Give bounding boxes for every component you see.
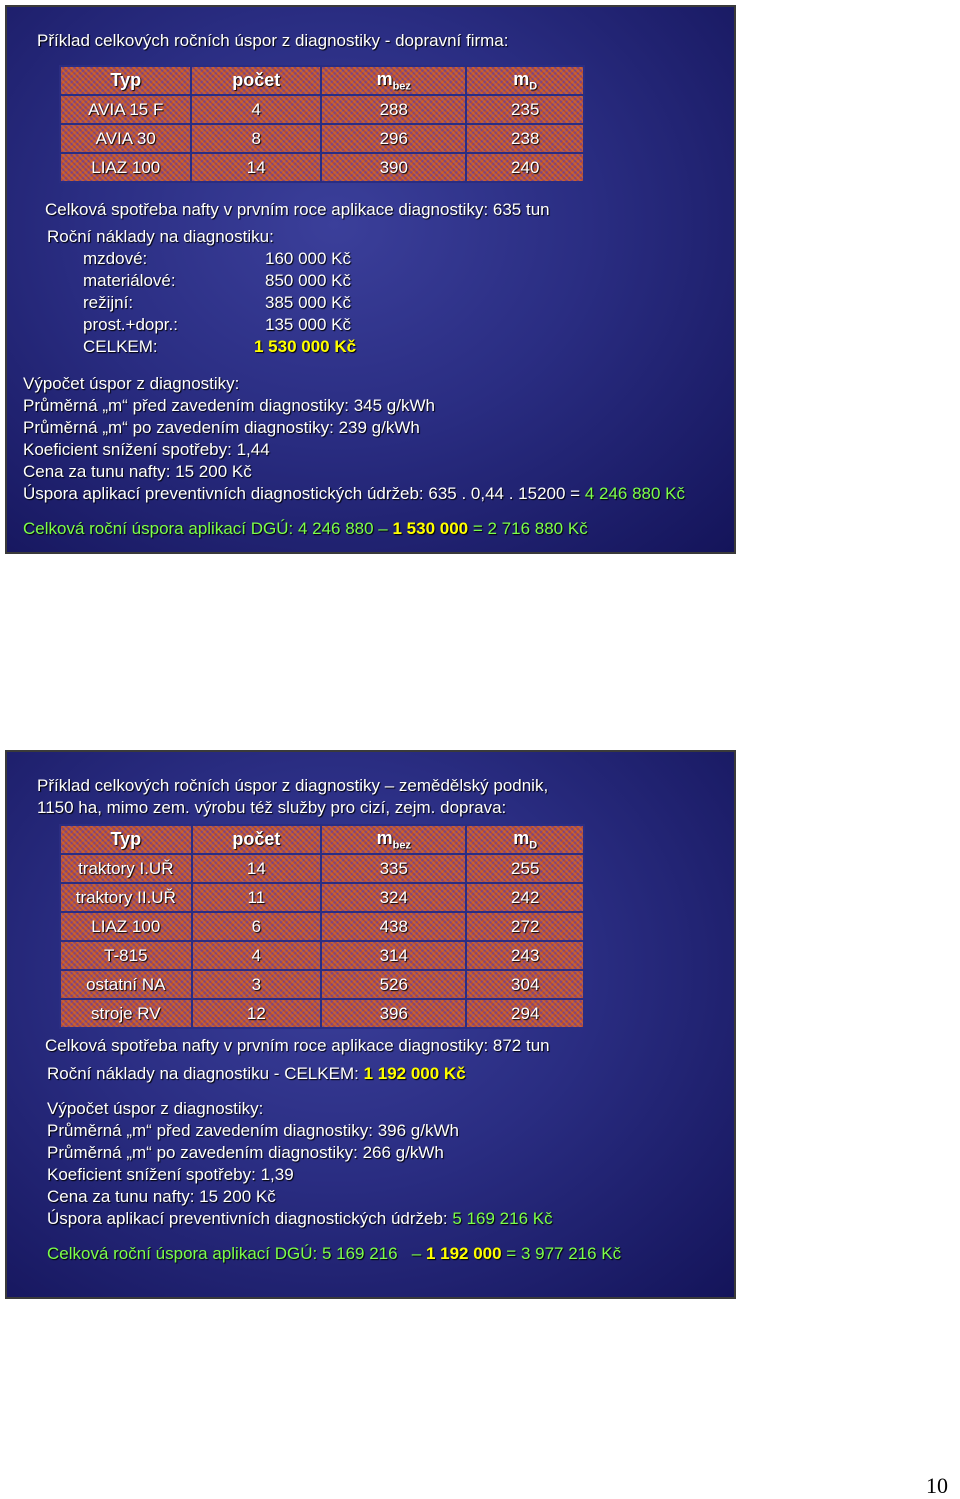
page-number: 10 — [926, 1473, 948, 1498]
costs-heading: Roční náklady na diagnostiku: — [47, 227, 274, 246]
cell-mbez: 396 — [321, 999, 466, 1028]
cell-md: 242 — [466, 883, 584, 912]
cell-pocet: 4 — [192, 941, 322, 970]
cell-mbez: 296 — [321, 124, 466, 153]
table-row — [60, 95, 584, 124]
cell-typ: T-815 — [60, 941, 192, 970]
final-saving-c: = 2 716 880 Kč — [468, 519, 588, 538]
cell-typ: traktory I.UŘ — [60, 854, 192, 883]
saving-line — [23, 484, 685, 504]
cell-pocet: 3 — [192, 970, 322, 999]
calc-line: Výpočet úspor z diagnostiky: — [23, 374, 240, 393]
cost-value: 850 000 Kč — [265, 271, 352, 290]
cell-typ: traktory II.UŘ — [60, 883, 192, 912]
cost-label: prost.+dopr.: — [83, 315, 178, 334]
header-md-label: m — [513, 68, 530, 89]
vehicle-table — [59, 65, 585, 183]
cell-mbez: 288 — [321, 95, 466, 124]
final-saving — [47, 1244, 621, 1264]
header-pocet: počet — [192, 825, 322, 854]
table-header-row — [60, 825, 584, 854]
table-row — [60, 970, 584, 999]
cell-pocet: 14 — [191, 153, 321, 182]
calc-line: Cena za tunu nafty: 15 200 Kč — [23, 462, 252, 481]
cell-typ: LIAZ 100 — [60, 912, 192, 941]
cell-md: 304 — [466, 970, 584, 999]
final-saving — [23, 519, 588, 539]
cell-mbez: 335 — [321, 854, 466, 883]
final-saving-costs: 1 530 000 — [392, 519, 469, 538]
saving-value: 5 169 216 Kč — [452, 1209, 553, 1228]
calc-line: Průměrná „m“ před zavedením diagnostiky: 345 g/kWh — [23, 396, 435, 415]
costs-value: 1 192 000 Kč — [363, 1064, 466, 1083]
saving-prefix: Úspora aplikací preventivních diagnostických údržeb: 635 . 0,44 . 15200 = — [23, 484, 585, 503]
cell-md: 294 — [466, 999, 584, 1028]
cost-label: materiálové: — [83, 271, 176, 290]
table-row — [60, 153, 584, 182]
final-saving-c: = 3 977 216 Kč — [501, 1244, 622, 1263]
slide-title: Příklad celkových ročních úspor z diagnostiky - dopravní firma: — [37, 31, 509, 50]
calc-line: Průměrná „m“ před zavedením diagnostiky: 396 g/kWh — [47, 1121, 459, 1140]
cell-md: 243 — [466, 941, 584, 970]
cost-label: režijní: — [83, 293, 134, 312]
cell-pocet: 8 — [191, 124, 321, 153]
header-md — [466, 66, 584, 95]
slide-title-line2: 1150 ha, mimo zem. výrobu též služby pro cizí, zejm. doprava: — [37, 798, 507, 817]
table-row — [60, 124, 584, 153]
calc-line: Koeficient snížení spotřeby: 1,44 — [23, 440, 270, 459]
header-typ: Typ — [60, 66, 191, 95]
total-value: 1 530 000 Kč — [254, 337, 357, 356]
header-mbez — [321, 825, 466, 854]
cost-label: mzdové: — [83, 249, 148, 268]
cost-value: 160 000 Kč — [265, 249, 352, 268]
cell-pocet: 6 — [192, 912, 322, 941]
cost-value: 385 000 Kč — [265, 293, 352, 312]
cost-value: 135 000 Kč — [265, 315, 352, 334]
slide-title-line1: Příklad celkových ročních úspor z diagnostiky – zemědělský podnik, — [37, 776, 549, 795]
header-md-sub: D — [529, 80, 538, 93]
saving-value: 4 246 880 Kč — [584, 484, 686, 503]
costs-label: Roční náklady na diagnostiku - CELKEM: — [47, 1064, 364, 1083]
cell-mbez: 314 — [321, 941, 466, 970]
header-mbez-sub: bez — [392, 80, 411, 93]
cell-mbez: 324 — [321, 883, 466, 912]
cell-pocet: 12 — [192, 999, 322, 1028]
header-mbez-label: m — [376, 68, 393, 89]
final-saving-a: Celková roční úspora aplikací DGÚ: 4 246 880 – — [23, 519, 393, 538]
slide-agricultural-company — [5, 750, 736, 1299]
final-saving-a: Celková roční úspora aplikací DGÚ: 5 169 216 – — [47, 1244, 426, 1263]
cell-pocet: 14 — [192, 854, 322, 883]
header-md — [466, 825, 584, 854]
cell-mbez: 390 — [321, 153, 466, 182]
fuel-consumption: Celková spotřeba nafty v prvním roce aplikace diagnostiky: 872 tun — [45, 1036, 550, 1055]
cell-md: 272 — [466, 912, 584, 941]
slide-transport-company — [5, 5, 736, 554]
header-md-sub: D — [529, 839, 538, 852]
saving-line — [47, 1209, 553, 1229]
header-mbez-label: m — [376, 827, 393, 848]
costs-line — [47, 1064, 466, 1084]
header-mbez — [321, 66, 466, 95]
table-header-row — [60, 66, 584, 95]
calc-line: Průměrná „m“ po zavedením diagnostiky: 266 g/kWh — [47, 1143, 444, 1162]
cell-md: 240 — [466, 153, 584, 182]
cell-mbez: 438 — [321, 912, 466, 941]
cell-typ: AVIA 15 F — [60, 95, 191, 124]
cell-typ: LIAZ 100 — [60, 153, 191, 182]
calc-line: Výpočet úspor z diagnostiky: — [47, 1099, 264, 1118]
header-md-label: m — [513, 827, 530, 848]
cell-pocet: 4 — [191, 95, 321, 124]
cell-mbez: 526 — [321, 970, 466, 999]
cell-md: 238 — [466, 124, 584, 153]
cell-md: 235 — [466, 95, 584, 124]
table-row — [60, 999, 584, 1028]
final-saving-costs: 1 192 000 — [425, 1244, 502, 1263]
table-row — [60, 941, 584, 970]
header-pocet: počet — [191, 66, 321, 95]
cell-typ: stroje RV — [60, 999, 192, 1028]
calc-line: Koeficient snížení spotřeby: 1,39 — [47, 1165, 294, 1184]
cell-md: 255 — [466, 854, 584, 883]
fuel-consumption: Celková spotřeba nafty v prvním roce aplikace diagnostiky: 635 tun — [45, 200, 550, 219]
header-typ: Typ — [60, 825, 192, 854]
saving-prefix: Úspora aplikací preventivních diagnostických údržeb: — [47, 1209, 453, 1228]
calc-line: Průměrná „m“ po zavedením diagnostiky: 239 g/kWh — [23, 418, 420, 437]
cell-typ: ostatní NA — [60, 970, 192, 999]
header-mbez-sub: bez — [392, 839, 411, 852]
table-row — [60, 854, 584, 883]
cell-typ: AVIA 30 — [60, 124, 191, 153]
cell-pocet: 11 — [192, 883, 322, 912]
table-row — [60, 912, 584, 941]
calc-line: Cena za tunu nafty: 15 200 Kč — [47, 1187, 276, 1206]
total-label: CELKEM: — [83, 337, 158, 356]
vehicle-table — [59, 824, 585, 1029]
table-row — [60, 883, 584, 912]
